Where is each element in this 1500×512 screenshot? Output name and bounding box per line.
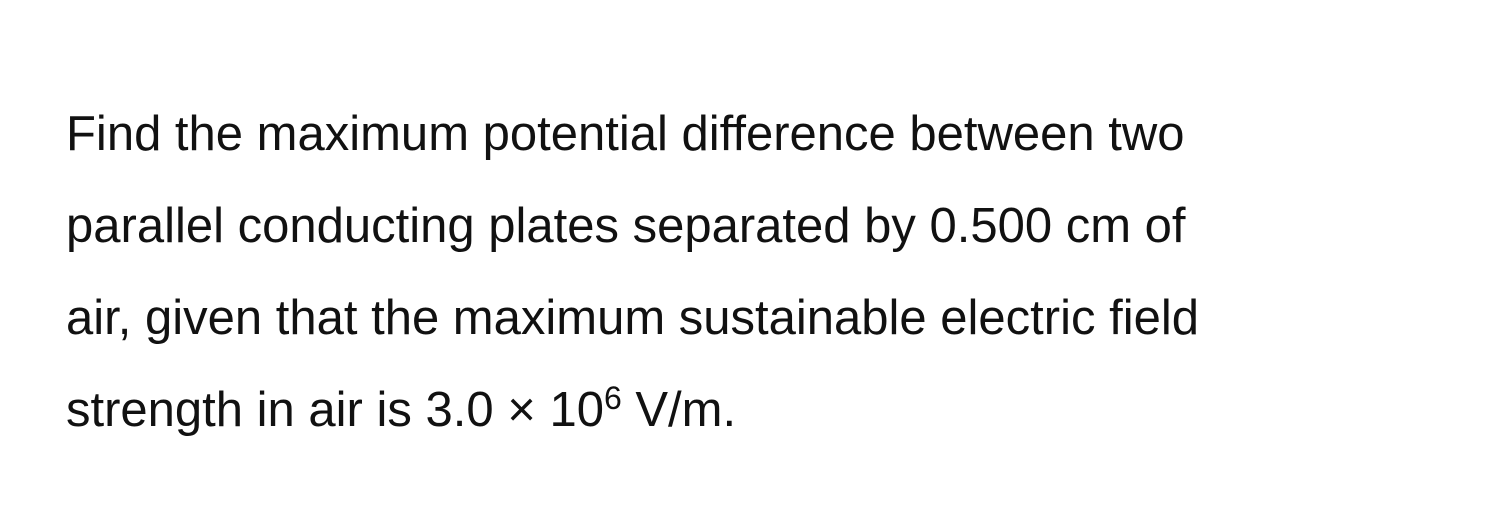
problem-line-4-text: strength in air is 3.0 × 10	[66, 383, 604, 437]
exponent: 6	[603, 380, 622, 416]
unit-text: V/m.	[621, 383, 737, 437]
problem-line-1: Find the maximum potential difference between two	[66, 107, 1185, 161]
problem-statement	[66, 88, 1466, 456]
problem-line-3: air, given that the maximum sustainable electric field	[66, 291, 1199, 345]
problem-line-2: parallel conducting plates separated by 0.500 cm of	[66, 199, 1186, 253]
problem-line-4	[66, 364, 1466, 456]
